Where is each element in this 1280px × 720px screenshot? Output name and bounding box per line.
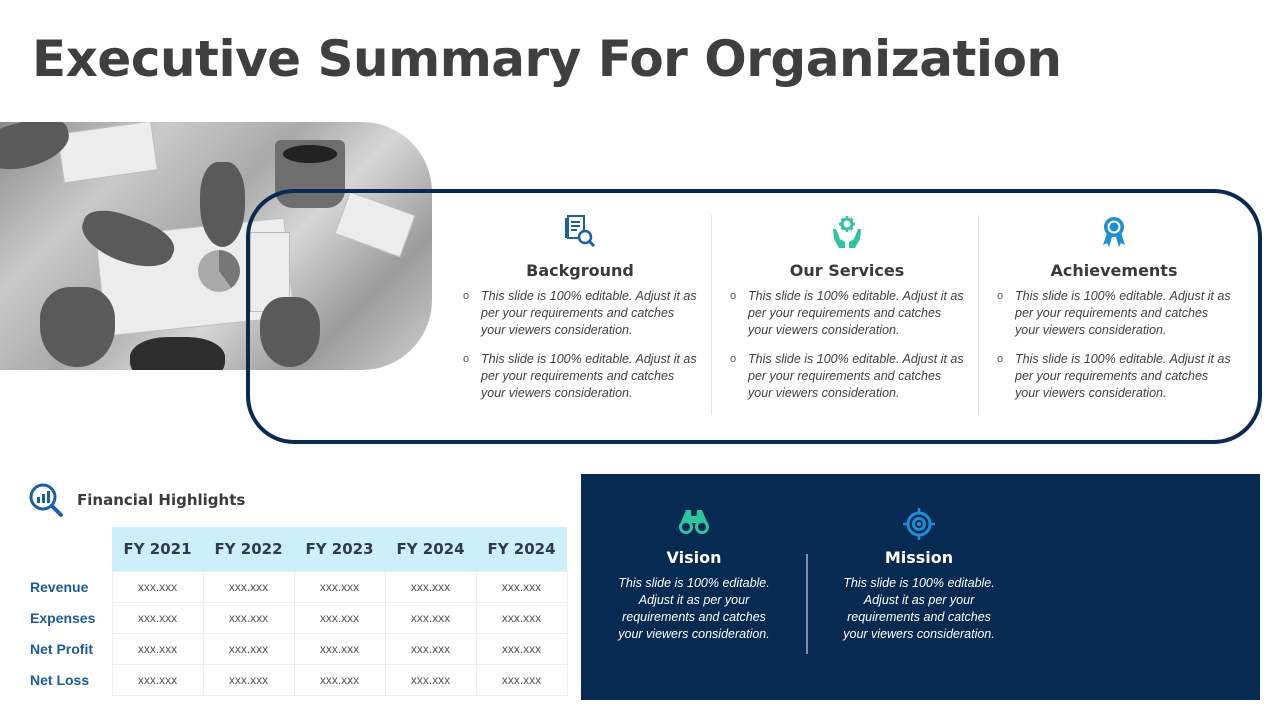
table-cell: xxx.xxx — [476, 602, 567, 633]
bullet-item: o This slide is 100% editable. Adjust it as per your requirements and catches your viewers consideration. — [997, 288, 1231, 339]
chart-magnifier-icon — [28, 482, 64, 523]
bullet-item: o This slide is 100% editable. Adjust it as per your requirements and catches your viewers consideration. — [463, 288, 697, 339]
vision-heading: Vision — [666, 548, 722, 567]
bullet-item: o This slide is 100% editable. Adjust it as per your requirements and catches your viewers consideration. — [730, 351, 964, 402]
table-cell: xxx.xxx — [112, 602, 203, 633]
slide-title: Executive Summary For Organization — [32, 30, 1062, 88]
table-row — [20, 602, 567, 633]
table-cell: xxx.xxx — [385, 602, 476, 633]
bullet-item: o This slide is 100% editable. Adjust it as per your requirements and catches your viewers consideration. — [997, 351, 1231, 402]
table-cell: xxx.xxx — [203, 571, 294, 602]
column-header: FY 2024 — [476, 527, 567, 571]
vision-block — [609, 508, 779, 643]
mission-block — [834, 508, 1004, 643]
table-cell: xxx.xxx — [385, 571, 476, 602]
section-achievements — [978, 215, 1245, 415]
document-search-icon — [463, 215, 697, 251]
award-ribbon-icon — [997, 215, 1231, 251]
target-icon — [834, 508, 1004, 542]
table-cell: xxx.xxx — [476, 571, 567, 602]
financial-highlights-title: Financial Highlights — [77, 491, 246, 509]
column-header: FY 2021 — [112, 527, 203, 571]
section-heading: Our Services — [789, 261, 905, 280]
section-background — [445, 215, 711, 415]
table-cell: xxx.xxx — [476, 664, 567, 695]
financial-table — [20, 527, 568, 696]
section-heading: Achievements — [1050, 261, 1178, 280]
table-cell: xxx.xxx — [294, 664, 385, 695]
bullet-item: o This slide is 100% editable. Adjust it as per your requirements and catches your viewers consideration. — [730, 288, 964, 339]
vision-mission-panel — [581, 474, 1260, 700]
column-header: FY 2022 — [203, 527, 294, 571]
table-cell: xxx.xxx — [112, 571, 203, 602]
column-header: FY 2024 — [385, 527, 476, 571]
vertical-divider — [806, 554, 808, 654]
table-cell: xxx.xxx — [203, 602, 294, 633]
row-label: Revenue — [30, 578, 89, 595]
column-header: FY 2023 — [294, 527, 385, 571]
row-label: Net Loss — [30, 671, 90, 688]
row-label: Expenses — [30, 609, 96, 626]
table-cell: xxx.xxx — [294, 602, 385, 633]
table-cell: xxx.xxx — [385, 664, 476, 695]
table-row — [20, 633, 567, 664]
table-cell: xxx.xxx — [294, 571, 385, 602]
table-cell: xxx.xxx — [112, 664, 203, 695]
bullet-item: o This slide is 100% editable. Adjust it as per your requirements and catches your viewers consideration. — [463, 351, 697, 402]
section-our-services — [711, 215, 978, 415]
table-row — [20, 664, 567, 695]
hands-gear-icon — [730, 215, 964, 251]
vision-text: This slide is 100% editable. Adjust it as per your requirements and catches your viewers consideration. — [618, 576, 770, 641]
mission-heading: Mission — [884, 548, 954, 567]
table-cell: xxx.xxx — [385, 633, 476, 664]
row-label: Net Profit — [30, 640, 93, 657]
table-cell: xxx.xxx — [112, 633, 203, 664]
table-cell: xxx.xxx — [294, 633, 385, 664]
summary-columns — [445, 215, 1245, 415]
table-cell: xxx.xxx — [203, 664, 294, 695]
table-row — [20, 571, 567, 602]
section-heading: Background — [526, 261, 634, 280]
table-cell: xxx.xxx — [203, 633, 294, 664]
binoculars-icon — [609, 508, 779, 542]
mission-text: This slide is 100% editable. Adjust it as per your requirements and catches your viewers consideration. — [843, 576, 995, 641]
table-cell: xxx.xxx — [476, 633, 567, 664]
